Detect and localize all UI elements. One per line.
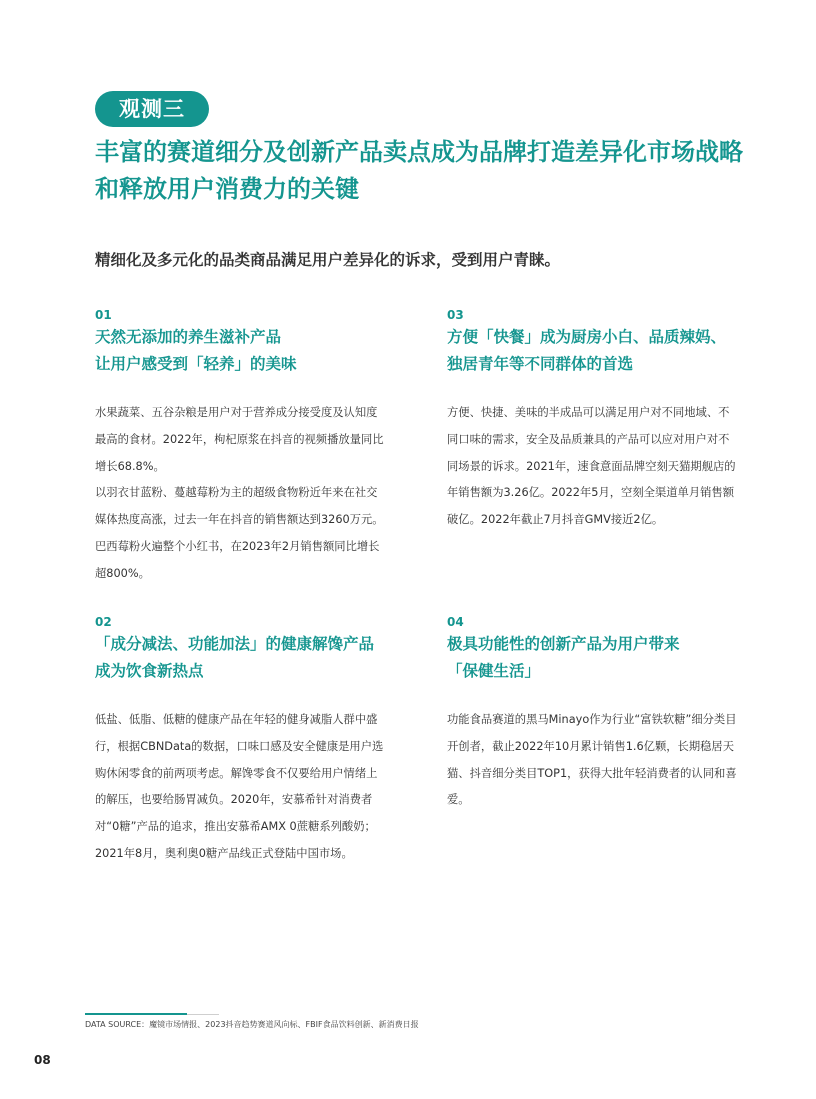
body-paragraph: 低盐、低脂、低糖的健康产品在年轻的健身减脂人群中盛行，根据CBNData的数据，口味口感及安全健康是用户选购休闲零食的前两项考虑。解馋零食不仅要给用户情绪上的解压，也要给肠胃减负。2020年，安慕希针对消费者对“0糖”产品的追求，推出安慕希AMX 0蔗糖系列酸奶；2021年8月，奥利奥0糖产品线正式登陆中国市场。 <box>95 713 384 860</box>
block-number: 04 <box>447 615 464 629</box>
block-title-line: 成为饮食新热点 <box>95 662 204 680</box>
block-title-line: 方便「快餐」成为厨房小白、品质辣妈、 <box>447 328 727 346</box>
section-badge: 观测三 <box>95 91 209 127</box>
block-title <box>95 324 385 378</box>
block-title <box>447 324 737 378</box>
data-source-note: DATA SOURCE：魔镜市场情报、2023抖音趋势赛道风向标、FBIF食品饮料创新、新消费日报 <box>85 1020 419 1029</box>
page-headline <box>95 134 755 208</box>
block-title-line: 天然无添加的养生滋补产品 <box>95 328 282 346</box>
body-paragraph: 方便、快捷、美味的半成品可以满足用户对不同地域、不同口味的需求，安全及品质兼具的产品可以应对用户对不同场景的诉求。2021年，速食意面品牌空刻天猫期舰店的年销售额为3.26亿。2022年5月，空刻全渠道单月销售额破亿。2022年截止7月抖音GMV接近2亿。 <box>447 406 736 527</box>
block-number: 01 <box>95 308 112 322</box>
body-paragraph: 以羽衣甘蓝粉、蔓越莓粉为主的超级食物粉近年来在社交媒体热度高涨，过去一年在抖音的销售额达到3260万元。巴西莓粉火遍整个小红书，在2023年2月销售额同比增长超800%。 <box>95 486 384 580</box>
block-title-line: 极具功能性的创新产品为用户带来 <box>447 635 680 653</box>
block-title-line: 「成分减法、功能加法」的健康解馋产品 <box>95 635 375 653</box>
page-number: 08 <box>34 1053 51 1067</box>
block-title <box>95 631 385 685</box>
block-title-line: 让用户感受到「轻养」的美味 <box>95 355 297 373</box>
block-title-line: 「保健生活」 <box>447 662 541 680</box>
body-paragraph: 水果蔬菜、五谷杂粮是用户对于营养成分接受度及认知度最高的食材。2022年，枸杞原浆在抖音的视频播放量同比增长68.8%。 <box>95 406 384 473</box>
block-body <box>447 400 737 534</box>
block-number: 02 <box>95 615 112 629</box>
body-paragraph: 功能食品赛道的黑马Minayo作为行业“富铁软糖”细分类目开创者，截止2022年10月累计销售1.6亿颗，长期稳居天猫、抖音细分类目TOP1，获得大批年轻消费者的认同和喜爱。 <box>447 713 737 807</box>
block-body <box>95 707 385 868</box>
headline-line-2: 和释放用户消费力的关键 <box>95 175 359 203</box>
observation-block-03 <box>447 307 737 534</box>
observation-block-01 <box>95 307 385 588</box>
headline-line-1: 丰富的赛道细分及创新产品卖点成为品牌打造差异化市场战略 <box>95 138 743 166</box>
block-number: 03 <box>447 308 464 322</box>
source-divider-accent <box>85 1013 187 1015</box>
block-title <box>447 631 737 685</box>
block-title-line: 独居青年等不同群体的首选 <box>447 355 634 373</box>
page-subtitle: 精细化及多元化的品类商品满足用户差异化的诉求，受到用户青睐。 <box>95 251 561 269</box>
observation-block-02 <box>95 614 385 868</box>
block-body <box>95 400 385 588</box>
block-body <box>447 707 737 814</box>
observation-block-04 <box>447 614 737 814</box>
